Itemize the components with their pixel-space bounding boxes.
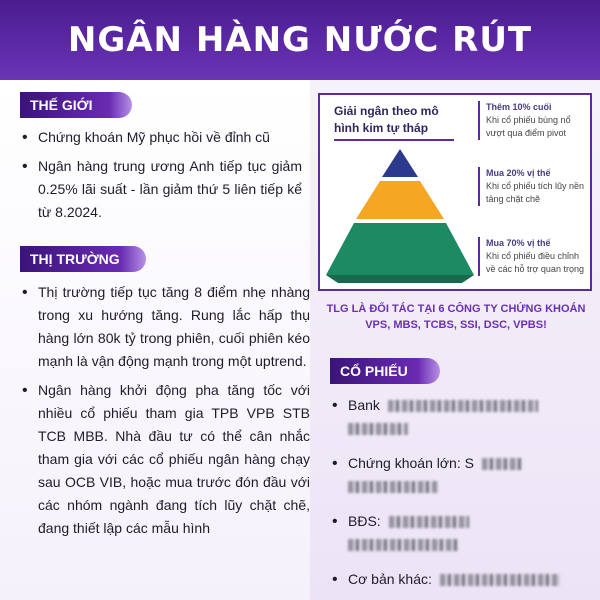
pyramid-title: Giải ngân theo mô hình kim tự tháp <box>334 104 439 135</box>
redacted-text <box>348 423 408 435</box>
section-tag-stocks <box>330 358 440 384</box>
section-tag-stocks-label: CỔ PHIẾU <box>340 363 408 379</box>
redacted-text <box>482 458 522 470</box>
page-title: NGÂN HÀNG NƯỚC RÚT <box>67 20 533 60</box>
tier-middle-head: Mua 20% vị thế <box>486 168 551 178</box>
tier-top-text: Khi cổ phiếu bùng nổ vượt qua điểm pivot <box>486 115 571 138</box>
pyramid-bottom-tier <box>326 223 474 275</box>
pyramid-base-shadow <box>326 275 474 283</box>
pyramid-top-tier <box>382 149 418 177</box>
world-list <box>20 126 302 230</box>
stocks-list <box>330 394 592 600</box>
partner-notice <box>316 301 596 333</box>
redacted-text <box>348 539 458 551</box>
tier-bottom-head: Mua 70% vị thế <box>486 238 551 248</box>
header-banner <box>0 0 600 80</box>
section-tag-world-label: THẾ GIỚI <box>30 97 93 113</box>
stock-label-securities: Chứng khoán lớn: S <box>348 455 474 471</box>
pyramid-card <box>318 93 592 291</box>
redacted-text <box>348 481 438 493</box>
stock-label-fundamental: Cơ bản khác: <box>348 571 432 587</box>
partner-line-1: TLG LÀ ĐỐI TÁC TẠI 6 CÔNG TY CHỨNG KHOÁN <box>326 303 586 315</box>
pyramid-title-underline <box>334 139 454 141</box>
list-item: • Thị trường tiếp tục tăng 8 điểm nhẹ nhàng trong xu hướng tăng. Rung lắc hấp thụ hàng lớn 80k tỷ trong phiên, cuối phiên kéo mạnh là vận động mạnh trong một uptrend. <box>20 281 310 373</box>
section-tag-market <box>20 246 146 272</box>
list-item <box>330 568 592 591</box>
tier-info-middle <box>478 167 590 206</box>
tier-middle-text: Khi cổ phiếu tích lũy nền tảng chặt chẽ <box>486 181 585 204</box>
list-item: • Chứng khoán Mỹ phục hồi về đỉnh cũ <box>20 126 302 149</box>
list-item <box>330 452 592 498</box>
list-item <box>330 510 592 556</box>
stock-label-bank: Bank <box>348 397 380 413</box>
tier-top-head: Thêm 10% cuối <box>486 102 552 112</box>
tier-bottom-text: Khi cổ phiếu điều chỉnh về các hỗ trợ quan trọng <box>486 251 584 274</box>
list-item: • Ngân hàng trung ương Anh tiếp tục giảm 0.25% lãi suất - lần giảm thứ 5 liên tiếp kể từ 8.2024. <box>20 155 302 224</box>
section-tag-market-label: THỊ TRƯỜNG <box>30 251 120 267</box>
list-item: • Ngân hàng khởi động pha tăng tốc với nhiều cổ phiếu tham gia TPB VPB STB TCB MBB. Nhà đầu tư có thể cân nhắc tham gia với các cổ phiếu ngân hàng chạy sau OCB VIB, hoặc mua trước đón đầu với các nhóm ngành đang tích lũy chặt chẽ, đang thiết lập các mẫu hình <box>20 379 310 540</box>
tier-info-top <box>478 101 590 140</box>
market-list <box>20 281 310 546</box>
pyramid-graphic <box>322 143 478 289</box>
stock-label-real-estate: BĐS: <box>348 513 381 529</box>
partner-line-2: VPS, MBS, TCBS, SSI, DSC, VPBS! <box>365 319 547 331</box>
redacted-text <box>388 400 538 412</box>
redacted-text <box>440 574 560 586</box>
redacted-text <box>389 516 469 528</box>
section-tag-world <box>20 92 132 118</box>
tier-info-bottom <box>478 237 590 276</box>
pyramid-middle-tier <box>356 181 444 219</box>
list-item <box>330 394 592 440</box>
